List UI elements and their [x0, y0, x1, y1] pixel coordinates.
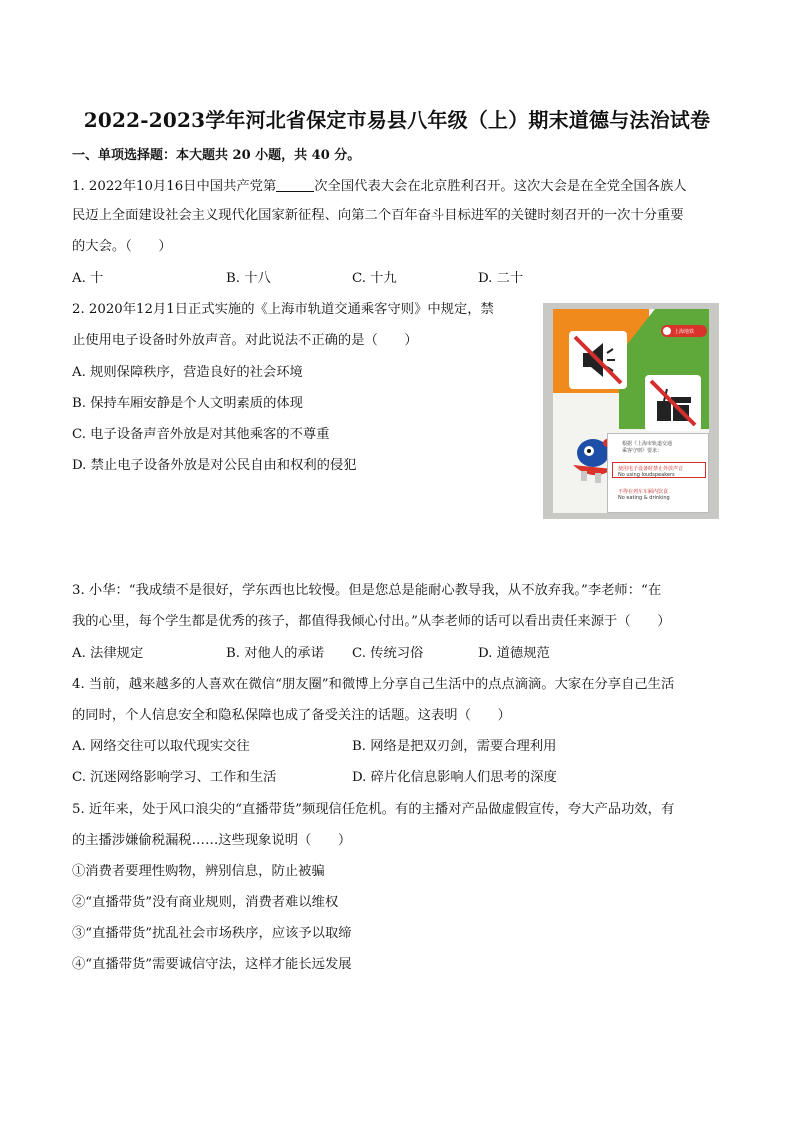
q1-option-d: D. 二十	[478, 271, 524, 286]
q3-line-2: 我的心里，每个学生都是优秀的孩子，都值得我倾心付出。”从李老师的话可以看出责任来源于（ ）	[72, 614, 671, 629]
q3-option-a: A. 法律规定	[72, 646, 144, 661]
rule-1-en: No using loudspeakers	[618, 472, 675, 478]
q2-option-d: D. 禁止电子设备外放是对公民自由和权利的侵犯	[72, 458, 357, 473]
q1-line-3: 的大会。（ ）	[72, 239, 172, 254]
rule-notice-panel	[607, 433, 709, 513]
q2-line-2: 止使用电子设备时外放声音。对此说法不正确的是（ ）	[72, 333, 418, 348]
notice-title-1: 根据《上海市轨道交通	[622, 441, 673, 447]
q4-option-d: D. 碎片化信息影响人们思考的深度	[352, 770, 557, 785]
q2-line-1: 2. 2020年12月1日正式实施的《上海市轨道交通乘客守则》中规定，禁	[72, 302, 494, 317]
q5-line-1: 5. 近年来，处于风口浪尖的“直播带货”频现信任危机。有的主播对产品做虚假宣传，夸大产品功效，有	[72, 802, 675, 817]
metro-logo-text: 上海地铁	[674, 329, 695, 335]
q2-option-c: C. 电子设备声音外放是对其他乘客的不尊重	[72, 427, 330, 442]
q5-statement-1: ①消费者要理性购物，辨别信息，防止被骗	[72, 864, 325, 879]
q3-line-1: 3. 小华：“我成绩不是很好，学东西也比较慢。但是您总是能耐心教导我，从不放弃我。”李老师：“在	[72, 583, 662, 598]
q1-line-1: 1. 2022年10月16日中国共产党第 次全国代表大会在北京胜利召开。这次大会是在全党全国各族人	[72, 179, 687, 194]
q5-line-2: 的主播涉嫌偷税漏税……这些现象说明（ ）	[72, 833, 352, 848]
q4-option-c: C. 沉迷网络影响学习、工作和生活	[72, 770, 277, 785]
metro-logo-mark	[663, 327, 671, 335]
q1-option-c: C. 十九	[352, 271, 397, 286]
sign-board	[553, 309, 709, 513]
rule-1-cn: 使用电子设备时禁止外放声音	[618, 466, 684, 472]
q1-option-a: A. 十	[72, 271, 104, 286]
metro-rule-sign-photo	[543, 303, 719, 519]
q2-option-b: B. 保持车厢安静是个人文明素质的体现	[72, 396, 303, 411]
notice-title-2: 乘客守则》要求：	[622, 448, 663, 454]
q3-option-b: B. 对他人的承诺	[226, 646, 325, 661]
q3-option-d: D. 道德规范	[478, 646, 550, 661]
no-loudspeaker-icon	[569, 331, 627, 389]
q2-option-a: A. 规则保障秩序，营造良好的社会环境	[72, 365, 303, 380]
q5-statement-3: ③“直播带货”扰乱社会市场秩序，应该予以取缔	[72, 926, 352, 941]
q4-option-a: A. 网络交往可以取代现实交往	[72, 739, 250, 754]
q1-option-b: B. 十八	[226, 271, 271, 286]
rule-2-en: No eating & drinking	[618, 495, 670, 501]
q5-statement-4: ④“直播带货”需要诚信守法，这样才能长远发展	[72, 957, 352, 972]
section-heading: 一、单项选择题：本大题共 20 小题，共 40 分。	[72, 148, 361, 163]
q1-answer-blank	[276, 178, 314, 192]
q1-line-2: 民迈上全面建设社会主义现代化国家新征程、向第二个百年奋斗目标进军的关键时刻召开的一次十分重要	[72, 208, 684, 223]
exam-title: 2022-2023学年河北省保定市易县八年级（上）期末道德与法治试卷	[83, 108, 711, 132]
q4-line-1: 4. 当前，越来越多的人喜欢在微信“朋友圈”和微博上分享自己生活中的点点滴滴。大家在分享自己生活	[72, 677, 675, 692]
no-eating-drinking-icon	[645, 375, 701, 431]
q4-option-b: B. 网络是把双刃剑，需要合理利用	[352, 739, 557, 754]
q5-statement-2: ②“直播带货”没有商业规则，消费者难以维权	[72, 895, 339, 910]
q3-option-c: C. 传统习俗	[352, 646, 424, 661]
rule-2-cn: 不得在列车车厢内饮食	[618, 489, 669, 495]
q4-line-2: 的同时，个人信息安全和隐私保障也成了备受关注的话题。这表明（ ）	[72, 708, 511, 723]
